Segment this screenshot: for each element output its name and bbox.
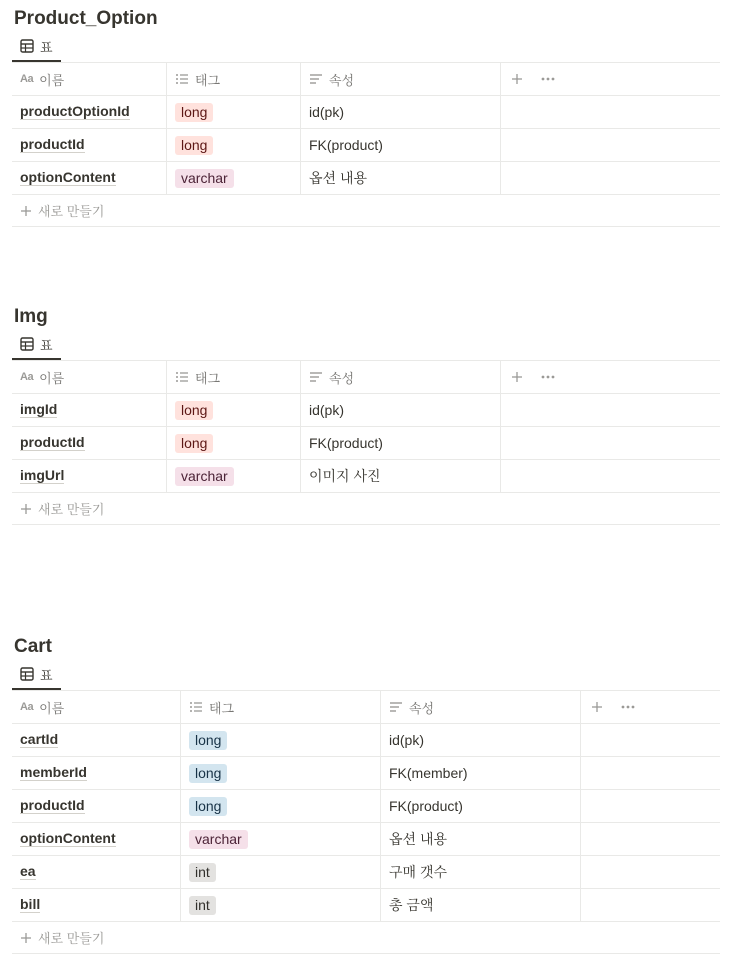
column-header-label: 이름 xyxy=(39,700,65,716)
row-name[interactable]: ea xyxy=(20,863,36,879)
tab-label: 표 xyxy=(40,667,53,683)
table-section-img xyxy=(12,304,720,525)
column-header-label: 속성 xyxy=(409,700,435,716)
cell-attr[interactable] xyxy=(381,889,581,921)
text-lines-icon xyxy=(309,370,323,384)
tag-badge: long xyxy=(175,434,213,453)
database-table xyxy=(12,62,720,227)
row-name[interactable]: productId xyxy=(20,136,85,152)
cell-tag[interactable] xyxy=(167,460,301,492)
cell-name[interactable] xyxy=(12,757,181,789)
attr-text: 구매 갯수 xyxy=(389,864,447,880)
cell-attr[interactable] xyxy=(301,162,501,194)
list-icon xyxy=(189,700,203,714)
column-header-name[interactable] xyxy=(12,63,167,95)
table-row xyxy=(12,162,720,195)
tag-badge: varchar xyxy=(175,169,234,188)
tag-badge: long xyxy=(189,731,227,750)
cell-empty[interactable] xyxy=(581,823,720,855)
list-icon xyxy=(175,370,189,384)
tab-table-view[interactable] xyxy=(12,660,61,690)
cell-empty[interactable] xyxy=(581,889,720,921)
table-icon xyxy=(20,667,34,681)
column-header-attr[interactable] xyxy=(301,361,501,393)
cell-empty[interactable] xyxy=(581,724,720,756)
row-name[interactable]: memberId xyxy=(20,764,87,780)
column-header-tag[interactable] xyxy=(167,63,301,95)
text-lines-icon xyxy=(389,700,403,714)
cell-tag[interactable] xyxy=(181,757,381,789)
cell-attr[interactable] xyxy=(301,96,501,128)
table-title: Product_Option xyxy=(14,8,158,29)
tag-badge: long xyxy=(189,764,227,783)
tag-badge: long xyxy=(175,136,213,155)
tab-table-view[interactable] xyxy=(12,32,61,62)
cell-attr[interactable] xyxy=(381,757,581,789)
cell-name[interactable] xyxy=(12,889,181,921)
cell-tag[interactable] xyxy=(167,394,301,426)
add-column-icon[interactable] xyxy=(511,73,523,85)
view-tabs xyxy=(12,32,720,62)
tag-badge: long xyxy=(189,797,227,816)
cell-tag[interactable] xyxy=(181,823,381,855)
cell-name[interactable] xyxy=(12,394,167,426)
column-header-label: 속성 xyxy=(329,370,355,386)
column-header-label: 이름 xyxy=(39,72,65,88)
row-name[interactable]: productOptionId xyxy=(20,103,130,119)
list-icon xyxy=(175,72,189,86)
table-icon xyxy=(20,337,34,351)
cell-name[interactable] xyxy=(12,460,167,492)
cell-attr[interactable] xyxy=(381,823,581,855)
row-name[interactable]: optionContent xyxy=(20,169,116,185)
plus-icon xyxy=(20,205,32,217)
row-name[interactable]: imgId xyxy=(20,401,58,417)
cell-tag[interactable] xyxy=(167,162,301,194)
cell-name[interactable] xyxy=(12,162,167,194)
cell-empty[interactable] xyxy=(501,129,720,161)
header-actions xyxy=(501,63,720,95)
cell-attr[interactable] xyxy=(381,790,581,822)
cell-tag[interactable] xyxy=(181,889,381,921)
attr-text: 이미지 사진 xyxy=(309,468,381,484)
attr-text: id(pk) xyxy=(309,402,345,418)
row-name[interactable]: cartId xyxy=(20,731,59,747)
text-property-icon: Aa xyxy=(20,73,34,85)
cell-empty[interactable] xyxy=(581,856,720,888)
table-title: Img xyxy=(14,306,48,327)
attr-text: id(pk) xyxy=(389,732,425,748)
column-header-label: 태그 xyxy=(209,700,235,716)
table-row xyxy=(12,96,720,129)
table-title: Cart xyxy=(14,636,53,657)
tag-badge: varchar xyxy=(189,830,248,849)
cell-attr[interactable] xyxy=(381,856,581,888)
view-tabs xyxy=(12,660,720,690)
row-name[interactable]: productId xyxy=(20,434,85,450)
row-name[interactable]: optionContent xyxy=(20,830,116,846)
cell-tag[interactable] xyxy=(167,129,301,161)
cell-attr[interactable] xyxy=(301,394,501,426)
new-row-button[interactable] xyxy=(12,922,720,954)
table-row xyxy=(12,427,720,460)
more-options-icon[interactable] xyxy=(541,375,555,379)
row-name[interactable]: productId xyxy=(20,797,85,813)
database-table xyxy=(12,690,720,954)
column-header-name[interactable] xyxy=(12,691,181,723)
cell-attr[interactable] xyxy=(301,427,501,459)
more-options-icon[interactable] xyxy=(541,77,555,81)
table-section-product-option xyxy=(12,6,720,227)
attr-text: FK(product) xyxy=(309,435,383,451)
table-row xyxy=(12,724,720,757)
cell-tag[interactable] xyxy=(167,427,301,459)
cell-tag[interactable] xyxy=(181,790,381,822)
table-header-row xyxy=(12,361,720,394)
attr-text: id(pk) xyxy=(309,104,345,120)
table-header-row xyxy=(12,691,720,724)
new-row-button[interactable] xyxy=(12,195,720,227)
table-row xyxy=(12,823,720,856)
column-header-tag[interactable] xyxy=(167,361,301,393)
cell-empty[interactable] xyxy=(501,427,720,459)
cell-attr[interactable] xyxy=(301,460,501,492)
tab-table-view[interactable] xyxy=(12,330,61,360)
cell-tag[interactable] xyxy=(181,724,381,756)
column-header-attr[interactable] xyxy=(381,691,581,723)
column-header-label: 이름 xyxy=(39,370,65,386)
new-row-label: 새로 만들기 xyxy=(38,204,105,219)
more-options-icon[interactable] xyxy=(621,705,635,709)
attr-text: 옵션 내용 xyxy=(389,831,447,847)
cell-name[interactable] xyxy=(12,856,181,888)
column-header-tag[interactable] xyxy=(181,691,381,723)
plus-icon xyxy=(20,503,32,515)
add-column-icon[interactable] xyxy=(591,701,603,713)
table-section-cart xyxy=(12,634,720,954)
view-tabs xyxy=(12,330,720,360)
cell-name[interactable] xyxy=(12,427,167,459)
column-header-label: 속성 xyxy=(329,72,355,88)
attr-text: 옵션 내용 xyxy=(309,170,367,186)
column-header-label: 태그 xyxy=(195,370,221,386)
cell-name[interactable] xyxy=(12,129,167,161)
cell-name[interactable] xyxy=(12,724,181,756)
tab-label: 표 xyxy=(40,337,53,353)
attr-text: FK(member) xyxy=(389,765,468,781)
cell-name[interactable] xyxy=(12,823,181,855)
column-header-name[interactable] xyxy=(12,361,167,393)
row-name[interactable]: imgUrl xyxy=(20,467,65,483)
new-row-button[interactable] xyxy=(12,493,720,525)
add-column-icon[interactable] xyxy=(511,371,523,383)
header-actions xyxy=(581,691,720,723)
table-row xyxy=(12,856,720,889)
table-icon xyxy=(20,39,34,53)
new-row-label: 새로 만들기 xyxy=(38,931,105,946)
cell-attr[interactable] xyxy=(301,129,501,161)
cell-empty[interactable] xyxy=(501,460,720,492)
row-name[interactable]: bill xyxy=(20,896,41,912)
attr-text: FK(product) xyxy=(309,137,383,153)
tag-badge: varchar xyxy=(175,467,234,486)
table-row xyxy=(12,889,720,922)
tag-badge: int xyxy=(189,863,216,882)
tag-badge: int xyxy=(189,896,216,915)
cell-empty[interactable] xyxy=(501,394,720,426)
attr-text: 총 금액 xyxy=(389,897,434,913)
text-property-icon: Aa xyxy=(20,371,34,383)
table-row xyxy=(12,790,720,823)
cell-tag[interactable] xyxy=(181,856,381,888)
cell-empty[interactable] xyxy=(581,757,720,789)
tag-badge: long xyxy=(175,103,213,122)
cell-name[interactable] xyxy=(12,96,167,128)
text-property-icon: Aa xyxy=(20,701,34,713)
cell-empty[interactable] xyxy=(501,162,720,194)
table-row xyxy=(12,394,720,427)
text-lines-icon xyxy=(309,72,323,86)
plus-icon xyxy=(20,932,32,944)
table-header-row xyxy=(12,63,720,96)
database-table xyxy=(12,360,720,525)
column-header-label: 태그 xyxy=(195,72,221,88)
cell-attr[interactable] xyxy=(381,724,581,756)
cell-name[interactable] xyxy=(12,790,181,822)
cell-empty[interactable] xyxy=(501,96,720,128)
cell-tag[interactable] xyxy=(167,96,301,128)
column-header-attr[interactable] xyxy=(301,63,501,95)
cell-empty[interactable] xyxy=(581,790,720,822)
table-row xyxy=(12,460,720,493)
table-row xyxy=(12,757,720,790)
tab-label: 표 xyxy=(40,39,53,55)
new-row-label: 새로 만들기 xyxy=(38,502,105,517)
attr-text: FK(product) xyxy=(389,798,463,814)
header-actions xyxy=(501,361,720,393)
tag-badge: long xyxy=(175,401,213,420)
table-row xyxy=(12,129,720,162)
